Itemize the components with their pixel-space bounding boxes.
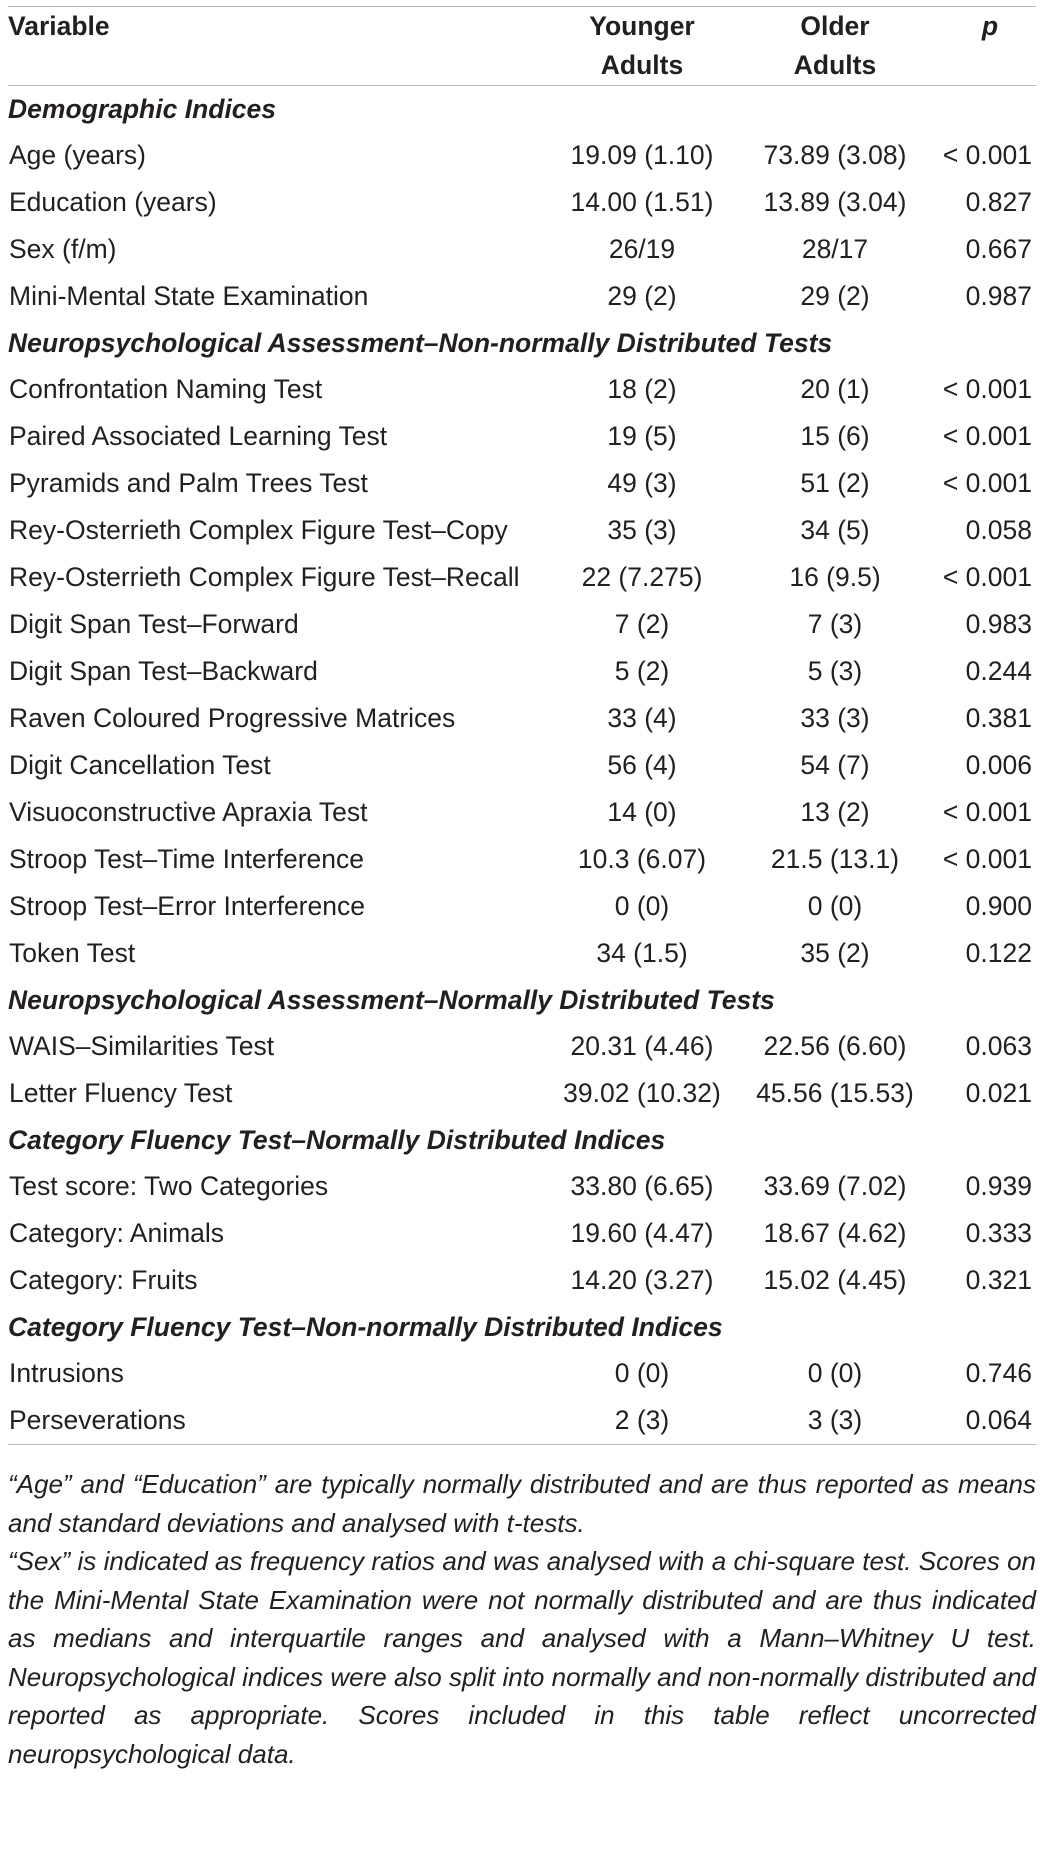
cell-older-adults: 51 (2): [800, 468, 870, 498]
cell-variable: Sex (f/m): [9, 234, 117, 264]
cell-variable: Mini-Mental State Examination: [9, 281, 369, 311]
cell-older-adults: 5 (3): [807, 656, 863, 686]
cell-p-value: 0.064: [965, 1405, 1032, 1435]
cell-younger-adults: 19.09 (1.10): [570, 140, 714, 170]
cell-p-value: 0.063: [965, 1031, 1032, 1061]
cell-p-value: < 0.001: [942, 562, 1032, 592]
cell-older-adults: 45.56 (15.53): [756, 1078, 914, 1108]
table-row: [8, 742, 1036, 789]
cell-p-value: 0.321: [965, 1265, 1032, 1295]
cell-variable: Rey-Osterrieth Complex Figure Test–Recall: [9, 562, 520, 592]
cell-p-value: < 0.001: [942, 140, 1032, 170]
cell-younger-adults: 29 (2): [607, 281, 677, 311]
cell-younger-adults: 22 (7.275): [581, 562, 703, 592]
cell-variable: Raven Coloured Progressive Matrices: [9, 703, 456, 733]
cell-variable: Category: Fruits: [9, 1265, 198, 1295]
cell-younger-adults: 7 (2): [614, 609, 670, 639]
table-row: [8, 1397, 1036, 1444]
cell-variable: Digit Span Test–Forward: [9, 609, 299, 639]
section-header-row: [8, 977, 1036, 1023]
header-younger-adults: [544, 7, 740, 86]
section-title: Category Fluency Test–Non-normally Distributed Indices: [8, 1312, 723, 1342]
cell-older-adults: 54 (7): [800, 750, 870, 780]
cell-younger-adults: 56 (4): [607, 750, 677, 780]
cell-older-adults: 73.89 (3.08): [763, 140, 907, 170]
cell-younger-adults: 19.60 (4.47): [570, 1218, 714, 1248]
cell-younger-adults: 18 (2): [607, 374, 677, 404]
header-older-adults-label: Older Adults: [793, 11, 877, 80]
cell-older-adults: 21.5 (13.1): [770, 844, 900, 874]
table-row: [8, 226, 1036, 273]
cell-p-value: 0.244: [965, 656, 1032, 686]
table-row: [8, 1023, 1036, 1070]
cell-p-value: < 0.001: [942, 797, 1032, 827]
results-table: [8, 7, 1036, 1444]
cell-younger-adults: 20.31 (4.46): [570, 1031, 714, 1061]
cell-p-value: 0.900: [965, 891, 1032, 921]
section-title: Neuropsychological Assessment–Non-normally Distributed Tests: [8, 328, 833, 358]
table-row: [8, 648, 1036, 695]
cell-variable: Visuoconstructive Apraxia Test: [9, 797, 368, 827]
table-row: [8, 179, 1036, 226]
cell-younger-adults: 14.20 (3.27): [570, 1265, 714, 1295]
cell-older-adults: 3 (3): [807, 1405, 863, 1435]
table-row: [8, 273, 1036, 320]
cell-variable: Category: Animals: [9, 1218, 225, 1248]
table-row: [8, 601, 1036, 648]
cell-variable: Intrusions: [9, 1358, 124, 1388]
table-row: [8, 1070, 1036, 1117]
table-row: [8, 1257, 1036, 1304]
header-older-adults: [740, 7, 930, 86]
cell-p-value: 0.827: [965, 187, 1032, 217]
cell-variable: Confrontation Naming Test: [9, 374, 323, 404]
cell-younger-adults: 14.00 (1.51): [570, 187, 714, 217]
cell-older-adults: 15 (6): [800, 421, 870, 451]
cell-p-value: < 0.001: [942, 374, 1032, 404]
footnote-paragraph-1: “Age” and “Education” are typically normally distributed and are thus reported as means and standard deviations and analysed with t-tests.: [8, 1469, 1036, 1538]
cell-p-value: 0.381: [965, 703, 1032, 733]
table-body: [8, 86, 1036, 1444]
table-row: [8, 789, 1036, 836]
cell-variable: Stroop Test–Error Interference: [9, 891, 365, 921]
section-header-row: [8, 86, 1036, 132]
cell-older-adults: 0 (0): [807, 891, 863, 921]
cell-variable: Test score: Two Categories: [9, 1171, 329, 1201]
cell-older-adults: 18.67 (4.62): [763, 1218, 907, 1248]
header-p-value: p: [981, 11, 999, 41]
cell-younger-adults: 39.02 (10.32): [563, 1078, 721, 1108]
cell-variable: Pyramids and Palm Trees Test: [9, 468, 368, 498]
cell-younger-adults: 34 (1.5): [596, 938, 688, 968]
header-variable: Variable: [8, 11, 110, 41]
cell-older-adults: 34 (5): [800, 515, 870, 545]
cell-older-adults: 35 (2): [800, 938, 870, 968]
cell-p-value: 0.122: [965, 938, 1032, 968]
cell-p-value: 0.333: [965, 1218, 1032, 1248]
cell-p-value: 0.983: [965, 609, 1032, 639]
section-title: Category Fluency Test–Normally Distributed Indices: [8, 1125, 666, 1155]
table-row: [8, 554, 1036, 601]
cell-variable: Digit Span Test–Backward: [9, 656, 318, 686]
cell-younger-adults: 33 (4): [607, 703, 677, 733]
cell-older-adults: 13.89 (3.04): [763, 187, 907, 217]
section-header-row: [8, 320, 1036, 366]
cell-p-value: 0.006: [965, 750, 1032, 780]
table-row: [8, 930, 1036, 977]
table-row: [8, 366, 1036, 413]
table-row: [8, 883, 1036, 930]
cell-younger-adults: 35 (3): [607, 515, 677, 545]
cell-variable: Token Test: [9, 938, 136, 968]
cell-p-value: 0.058: [965, 515, 1032, 545]
cell-older-adults: 28/17: [801, 234, 869, 264]
cell-older-adults: 33 (3): [800, 703, 870, 733]
table-row: [8, 460, 1036, 507]
cell-younger-adults: 10.3 (6.07): [577, 844, 707, 874]
cell-younger-adults: 2 (3): [614, 1405, 670, 1435]
cell-older-adults: 29 (2): [800, 281, 870, 311]
cell-younger-adults: 33.80 (6.65): [570, 1171, 714, 1201]
cell-p-value: < 0.001: [942, 421, 1032, 451]
cell-older-adults: 0 (0): [807, 1358, 863, 1388]
cell-p-value: 0.746: [965, 1358, 1032, 1388]
cell-younger-adults: 0 (0): [614, 891, 670, 921]
cell-older-adults: 20 (1): [800, 374, 870, 404]
cell-variable: Education (years): [9, 187, 217, 217]
table-row: [8, 1350, 1036, 1397]
section-header-row: [8, 1117, 1036, 1163]
cell-younger-adults: 5 (2): [614, 656, 670, 686]
table-row: [8, 1163, 1036, 1210]
cell-younger-adults: 0 (0): [614, 1358, 670, 1388]
cell-variable: Paired Associated Learning Test: [9, 421, 388, 451]
cell-variable: Stroop Test–Time Interference: [9, 844, 364, 874]
cell-older-adults: 16 (9.5): [789, 562, 881, 592]
table-row: [8, 507, 1036, 554]
cell-p-value: 0.667: [965, 234, 1032, 264]
bottom-rule: [8, 1444, 1036, 1445]
table-header: [8, 7, 1036, 86]
table-footnote: [8, 1455, 1036, 1773]
cell-older-adults: 15.02 (4.45): [763, 1265, 907, 1295]
cell-variable: Digit Cancellation Test: [9, 750, 271, 780]
cell-variable: Age (years): [9, 140, 146, 170]
cell-older-adults: 33.69 (7.02): [763, 1171, 907, 1201]
section-title: Demographic Indices: [8, 94, 277, 124]
cell-younger-adults: 14 (0): [607, 797, 677, 827]
cell-older-adults: 22.56 (6.60): [763, 1031, 907, 1061]
cell-younger-adults: 26/19: [608, 234, 676, 264]
cell-variable: Rey-Osterrieth Complex Figure Test–Copy: [9, 515, 508, 545]
cell-variable: Letter Fluency Test: [9, 1078, 233, 1108]
cell-p-value: < 0.001: [942, 468, 1032, 498]
cell-younger-adults: 19 (5): [607, 421, 677, 451]
cell-p-value: < 0.001: [942, 844, 1032, 874]
table-row: [8, 413, 1036, 460]
section-header-row: [8, 1304, 1036, 1350]
header-younger-adults-label: Younger Adults: [589, 11, 695, 80]
footnote-paragraph-2: “Sex” is indicated as frequency ratios and was analysed with a chi-square test. Scores on the Mini-Mental State Examination were not normally distributed and are thus indicated as medians and interquartile ranges and analysed with a Mann–Whitney U test. Neuropsychological indices were also split into normally and non-normally distributed and reported as appropriate. Scores included in this table reflect uncorrected neuropsychological data.: [8, 1546, 1036, 1769]
table-row: [8, 695, 1036, 742]
document: [8, 6, 1036, 1773]
cell-p-value: 0.021: [965, 1078, 1032, 1108]
cell-variable: Perseverations: [9, 1405, 186, 1435]
cell-p-value: 0.939: [965, 1171, 1032, 1201]
section-title: Neuropsychological Assessment–Normally Distributed Tests: [8, 985, 775, 1015]
table-row: [8, 1210, 1036, 1257]
cell-older-adults: 7 (3): [807, 609, 863, 639]
cell-older-adults: 13 (2): [800, 797, 870, 827]
cell-p-value: 0.987: [965, 281, 1032, 311]
cell-younger-adults: 49 (3): [607, 468, 677, 498]
table-row: [8, 132, 1036, 179]
cell-variable: WAIS–Similarities Test: [9, 1031, 275, 1061]
table-row: [8, 836, 1036, 883]
